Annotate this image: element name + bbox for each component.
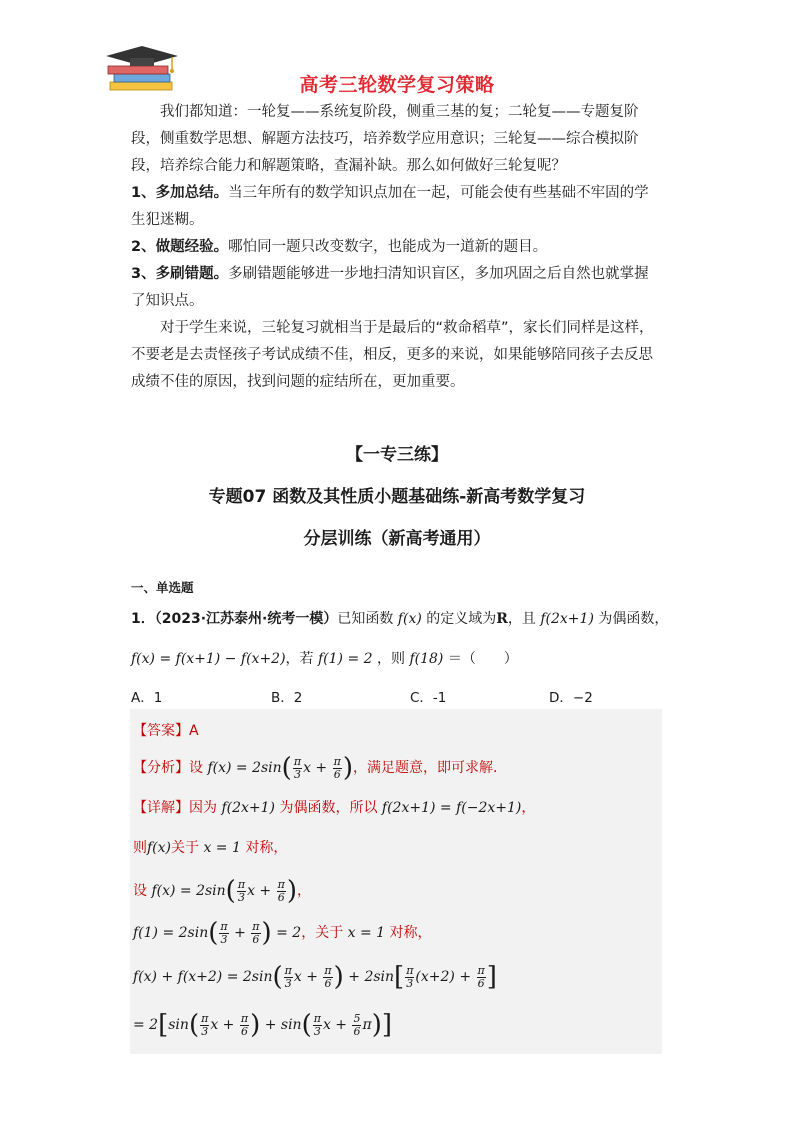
section-bracket-title: 【一专三练】 — [346, 445, 448, 465]
detail-text: 因为 — [189, 800, 217, 816]
detail-tag: 【详解】 — [133, 800, 189, 816]
question-1-stem-line-1 — [131, 608, 671, 630]
intro-item-3 — [131, 261, 663, 315]
intro-item-2-head: 2、做题经验。 — [131, 239, 229, 255]
intro-item-2-text: 哪怕同一题只改变数字，也能成为一道新的题目。 — [228, 239, 548, 255]
intro-item-2 — [131, 234, 663, 261]
intro-block — [131, 99, 663, 396]
choice-d[interactable]: D．−2 — [549, 690, 593, 706]
math-assumed-function: f(x) = 2sin( $\frac{\pi}{3}$ x + $\frac{\pi}{6}$ ) — [147, 876, 297, 906]
math-sum-simplified: = 2[sin( $\frac{\pi}{3}$ x + $\frac{\pi}{6}$ ) + sin( $\frac{\pi}{3}$ x + $\frac{5}{6}$ π)] — [133, 1010, 392, 1040]
choice-b[interactable]: B．2 — [271, 690, 303, 706]
math-fx: f(x) — [393, 611, 427, 627]
math-sum-expression: f(x) + f(x+2) = 2sin( $\frac{\pi}{3}$ x + $\frac{\pi}{6}$ ) + 2sin[ $\frac{\pi}{3}$ (x+2) + $\frac{\pi}{6}$ ] — [133, 962, 497, 992]
math-f1-evaluation: f(1) = 2sin( $\frac{\pi}{3}$ + $\frac{\pi}{6}$ ) = 2 — [133, 918, 302, 948]
choice-a[interactable]: A．1 — [131, 690, 163, 706]
question-source: （2023·江苏泰州·统考一模） — [154, 611, 338, 627]
answer-line — [133, 720, 199, 740]
math-f-2x-plus-1: f(2x+1) — [535, 611, 599, 627]
math-recurrence: f(x) = f(x+1) − f(x+2) — [131, 651, 286, 667]
answer-value: A — [189, 723, 199, 739]
choice-c[interactable]: C．-1 — [410, 690, 447, 706]
stem-text: 的定义域为 — [426, 611, 497, 627]
intro-paragraph-1: 我们都知道：一轮复——系统复阶段，侧重三基的复；二轮复——专题复阶段，侧重数学思想、解题方法技巧，培养数学应用意识；三轮复——综合模拟阶段，培养综合能力和解题策略，查漏补缺。那么如何做好三轮复呢？ — [131, 104, 639, 174]
topic-title-line-2: 分层训练（新高考通用） — [303, 529, 491, 549]
stem-text: ，若 — [285, 651, 314, 667]
detail-text: ，关于 — [301, 925, 344, 941]
math-x-equals-1: x = 1 — [199, 840, 246, 856]
math-f18: f(18) — [405, 651, 448, 667]
intro-item-3-head: 3、多刷错题。 — [131, 266, 229, 282]
detail-line-4 — [133, 918, 432, 948]
answer-tag: 【答案】 — [133, 723, 189, 739]
math-x-equals-1: x = 1 — [343, 925, 390, 941]
math-fx: f(x) — [147, 840, 172, 856]
detail-text: 对称， — [389, 925, 432, 941]
math-f1-equals-2: f(1) = 2 — [313, 651, 377, 667]
stem-text: ＝（ ） — [447, 651, 518, 667]
domain-symbol: R — [496, 611, 508, 627]
analysis-tag: 【分析】 — [133, 760, 189, 776]
intro-item-1-text: 当三年所有的数学知识点加在一起，可能会使有些基础不牢固的学生犯迷糊。 — [131, 185, 649, 228]
math-f-2x-plus-1: f(2x+1) — [217, 800, 280, 816]
intro-item-1 — [131, 180, 663, 234]
stem-text: 已知函数 — [337, 611, 394, 627]
intro-paragraph-2: 对于学生来说，三轮复习就相当于是最后的“救命稻草”，家长们同样是这样，不要老是去责怪孩子考试成绩不佳，相反，更多的来说，如果能够陪同孩子去反思成绩不佳的原因，找到问题的症结所在，更加重要。 — [131, 320, 654, 390]
detail-text: 为偶函数，所以 — [279, 800, 378, 816]
question-number: 1． — [131, 611, 155, 627]
page-title: 高考三轮数学复习策略 — [299, 74, 495, 96]
analysis-line — [133, 753, 497, 783]
math-assumed-function: f(x) = 2sin( $\frac{\pi}{3}$ x + $\frac{\pi}{6}$ ) — [203, 753, 353, 783]
question-section-label: 一、单选题 — [131, 580, 194, 595]
detail-line-2 — [133, 837, 287, 857]
topic-title-line-1: 专题07 函数及其性质小题基础练-新高考数学复习 — [208, 487, 586, 507]
detail-line-1: 【详解】因为 f(2x+1) 为偶函数，所以 f(2x+1) = f(−2x+1)， — [133, 800, 536, 816]
analysis-text: ，满足题意，即可求解. — [352, 760, 498, 776]
stem-text: 为偶函数， — [598, 611, 669, 627]
detail-text: 关于 — [171, 840, 200, 856]
question-1-stem-line-2 — [131, 648, 671, 670]
math-even-identity: f(2x+1) = f(−2x+1) — [377, 800, 522, 816]
stem-text: ，则 — [377, 651, 405, 667]
detail-text: 设 — [133, 883, 147, 899]
detail-text: 则 — [133, 840, 147, 856]
intro-item-1-head: 1、多加总结。 — [131, 185, 229, 201]
analysis-text: 设 — [189, 760, 203, 776]
detail-text: 对称， — [245, 840, 288, 856]
detail-line-6 — [133, 1010, 392, 1040]
intro-item-3-text: 多刷错题能够进一步地扫清知识盲区，多加巩固之后自然也就掌握了知识点。 — [131, 266, 649, 309]
detail-line-5 — [133, 962, 497, 992]
detail-line-3: 设 f(x) = 2sin( $\frac{\pi}{3}$ x + $\frac{\pi}{6}$ )， — [133, 876, 311, 906]
stem-text: ，且 — [507, 611, 536, 627]
